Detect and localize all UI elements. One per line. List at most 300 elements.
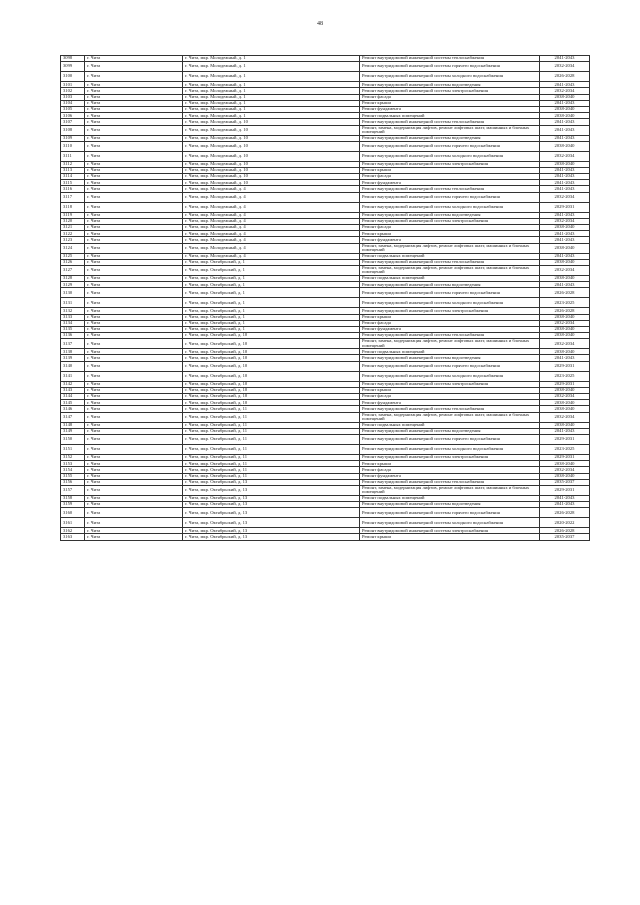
row-number: 3115 [61,180,85,186]
row-years: 2035-2037 [540,534,590,540]
row-address: г. Чита, мкр. Молодежный, д. 10 [183,167,360,173]
row-work-type: Ремонт внутридомовой инженерной системы горячего водоснабжения [360,192,540,202]
row-city: г. Чита [85,180,183,186]
row-city: г. Чита [85,72,183,82]
row-address: г. Чита, мкр. Молодежный, д. 1 [183,100,360,106]
row-work-type: Ремонт внутридомовой инженерной системы теплоснабжения [360,56,540,62]
row-city: г. Чита [85,428,183,434]
row-years: 2026-2028 [540,508,590,518]
row-address: г. Чита, мкр. Молодежный, д. 4 [183,253,360,259]
row-work-type: Ремонт подвальных помещений [360,275,540,281]
row-city: г. Чита [85,56,183,62]
row-number: 3100 [61,72,85,82]
row-address: г. Чита, мкр. Октябрьский, д. 10 [183,349,360,355]
row-city: г. Чита [85,135,183,141]
row-years: 2041-2043 [540,428,590,434]
row-years: 2038-2040 [540,225,590,231]
row-years: 2038-2040 [540,461,590,467]
row-number: 3156 [61,479,85,485]
row-address: г. Чита, мкр. Октябрьский, д. 11 [183,406,360,412]
row-address: г. Чита, мкр. Молодежный, д. 10 [183,161,360,167]
row-years: 2038-2040 [540,243,590,253]
row-address: г. Чита, мкр. Октябрьский, д. 10 [183,400,360,406]
row-number: 3151 [61,444,85,454]
row-number: 3137 [61,339,85,349]
row-city: г. Чита [85,381,183,387]
row-number: 3127 [61,265,85,275]
row-work-type: Ремонт фасада [360,94,540,100]
row-address: г. Чита, мкр. Октябрьский, д. 11 [183,473,360,479]
row-work-type: Ремонт крыши [360,167,540,173]
row-address: г. Чита, мкр. Октябрьский, д. 10 [183,339,360,349]
row-years: 2041-2043 [540,119,590,125]
row-work-type: Ремонт крыши [360,231,540,237]
row-years: 2041-2043 [540,231,590,237]
row-city: г. Чита [85,167,183,173]
row-years: 2041-2043 [540,495,590,501]
row-address: г. Чита, мкр. Молодежный, д. 10 [183,135,360,141]
row-city: г. Чита [85,314,183,320]
row-work-type: Ремонт внутридомовой инженерной системы холодного водоснабжения [360,151,540,161]
row-city: г. Чита [85,202,183,212]
row-address: г. Чита, мкр. Октябрьский, д. 10 [183,333,360,339]
row-years: 2038-2040 [540,473,590,479]
row-number: 3158 [61,495,85,501]
row-address: г. Чита, мкр. Молодежный, д. 4 [183,202,360,212]
row-number: 3148 [61,422,85,428]
row-city: г. Чита [85,406,183,412]
row-city: г. Чита [85,237,183,243]
row-number: 3103 [61,94,85,100]
row-address: г. Чита, мкр. Молодежный, д. 4 [183,243,360,253]
row-number: 3108 [61,125,85,135]
row-number: 3134 [61,320,85,326]
row-work-type: Ремонт внутридомовой инженерной системы электроснабжения [360,161,540,167]
row-years: 2038-2040 [540,400,590,406]
row-years: 2023-2025 [540,371,590,381]
row-address: г. Чита, мкр. Молодежный, д. 1 [183,106,360,112]
row-years: 2041-2043 [540,100,590,106]
table-row [61,534,590,540]
table-row [61,243,590,253]
row-work-type: Ремонт внутридомовой инженерной системы электроснабжения [360,381,540,387]
table-row [61,508,590,518]
row-address: г. Чита, мкр. Октябрьский, д. 11 [183,434,360,444]
row-number: 3162 [61,528,85,534]
row-address: г. Чита, мкр. Октябрьский, д. 1 [183,308,360,314]
row-address: г. Чита, мкр. Октябрьский, д. 13 [183,485,360,495]
row-years: 2041-2043 [540,180,590,186]
row-work-type: Ремонт крыши [360,534,540,540]
row-years: 2023-2025 [540,298,590,308]
row-work-type: Ремонт фундамента [360,400,540,406]
row-number: 3109 [61,135,85,141]
row-city: г. Чита [85,518,183,528]
row-city: г. Чита [85,467,183,473]
row-address: г. Чита, мкр. Октябрьский, д. 1 [183,265,360,275]
row-city: г. Чита [85,243,183,253]
table-row [61,62,590,72]
row-work-type: Ремонт, замена, модернизация лифтов, ремонт лифтовых шахт, машинных и блочных помещений [360,125,540,135]
row-work-type: Ремонт фундамента [360,180,540,186]
row-number: 3141 [61,371,85,381]
row-work-type: Ремонт фундамента [360,106,540,112]
table-row [61,72,590,82]
page-number: 48 [317,21,323,27]
row-address: г. Чита, мкр. Октябрьский, д. 1 [183,282,360,288]
row-work-type: Ремонт фундамента [360,237,540,243]
row-years: 2038-2040 [540,94,590,100]
row-address: г. Чита, мкр. Молодежный, д. 1 [183,94,360,100]
row-address: г. Чита, мкр. Октябрьский, д. 13 [183,528,360,534]
row-number: 3159 [61,502,85,508]
row-years: 2038-2040 [540,141,590,151]
row-city: г. Чита [85,473,183,479]
row-years: 2041-2043 [540,253,590,259]
row-address: г. Чита, мкр. Молодежный, д. 1 [183,62,360,72]
row-address: г. Чита, мкр. Молодежный, д. 10 [183,119,360,125]
table-row [61,361,590,371]
row-work-type: Ремонт внутридомовой инженерной системы горячего водоснабжения [360,361,540,371]
row-work-type: Ремонт внутридомовой инженерной системы горячего водоснабжения [360,288,540,298]
row-years: 2038-2040 [540,406,590,412]
row-work-type: Ремонт внутридомовой инженерной системы водоотведения [360,82,540,88]
row-work-type: Ремонт внутридомовой инженерной системы холодного водоснабжения [360,72,540,82]
row-years: 2032-2034 [540,412,590,422]
row-work-type: Ремонт внутридомовой инженерной системы горячего водоснабжения [360,508,540,518]
row-years: 2029-2031 [540,381,590,387]
row-number: 3101 [61,82,85,88]
row-work-type: Ремонт фундамента [360,326,540,332]
row-city: г. Чита [85,225,183,231]
row-address: г. Чита, мкр. Октябрьский, д. 1 [183,298,360,308]
row-city: г. Чита [85,361,183,371]
row-number: 3121 [61,225,85,231]
row-work-type: Ремонт, замена, модернизация лифтов, ремонт лифтовых шахт, машинных и блочных помещений [360,243,540,253]
row-work-type: Ремонт внутридомовой инженерной системы электроснабжения [360,218,540,224]
row-address: г. Чита, мкр. Молодежный, д. 1 [183,72,360,82]
table-row [61,151,590,161]
row-work-type: Ремонт подвальных помещений [360,422,540,428]
row-work-type: Ремонт, замена, модернизация лифтов, ремонт лифтовых шахт, машинных и блочных помещений [360,412,540,422]
row-city: г. Чита [85,326,183,332]
row-work-type: Ремонт подвальных помещений [360,253,540,259]
row-city: г. Чита [85,265,183,275]
row-address: г. Чита, мкр. Октябрьский, д. 1 [183,275,360,281]
row-years: 2041-2043 [540,282,590,288]
row-years: 2041-2043 [540,237,590,243]
row-years: 2032-2034 [540,88,590,94]
row-address: г. Чита, мкр. Октябрьский, д. 10 [183,387,360,393]
row-years: 2041-2043 [540,82,590,88]
row-city: г. Чита [85,434,183,444]
row-address: г. Чита, мкр. Молодежный, д. 10 [183,151,360,161]
row-address: г. Чита, мкр. Молодежный, д. 4 [183,186,360,192]
row-city: г. Чита [85,308,183,314]
row-years: 2041-2043 [540,212,590,218]
row-number: 3113 [61,167,85,173]
row-years: 2026-2028 [540,528,590,534]
row-years: 2032-2034 [540,151,590,161]
row-work-type: Ремонт внутридомовой инженерной системы электроснабжения [360,454,540,460]
row-address: г. Чита, мкр. Октябрьский, д. 1 [183,259,360,265]
row-work-type: Ремонт внутридомовой инженерной системы теплоснабжения [360,119,540,125]
row-years: 2041-2043 [540,502,590,508]
row-years: 2029-2031 [540,202,590,212]
row-work-type: Ремонт внутридомовой инженерной системы теплоснабжения [360,333,540,339]
row-city: г. Чита [85,88,183,94]
row-city: г. Чита [85,508,183,518]
row-address: г. Чита, мкр. Октябрьский, д. 10 [183,361,360,371]
row-city: г. Чита [85,218,183,224]
table-row [61,518,590,528]
row-city: г. Чита [85,333,183,339]
row-years: 2032-2034 [540,467,590,473]
row-number: 3154 [61,467,85,473]
table-row [61,371,590,381]
row-city: г. Чита [85,394,183,400]
row-number: 3118 [61,202,85,212]
row-number: 3102 [61,88,85,94]
row-work-type: Ремонт внутридомовой инженерной системы горячего водоснабжения [360,141,540,151]
row-years: 2038-2040 [540,113,590,119]
row-address: г. Чита, мкр. Октябрьский, д. 13 [183,534,360,540]
row-years: 2032-2034 [540,394,590,400]
row-number: 3147 [61,412,85,422]
row-address: г. Чита, мкр. Октябрьский, д. 11 [183,467,360,473]
row-city: г. Чита [85,528,183,534]
row-years: 2041-2043 [540,186,590,192]
row-number: 3140 [61,361,85,371]
row-city: г. Чита [85,62,183,72]
row-number: 3133 [61,314,85,320]
row-number: 3142 [61,381,85,387]
row-city: г. Чита [85,113,183,119]
row-number: 3160 [61,508,85,518]
row-years: 2032-2034 [540,339,590,349]
row-years: 2032-2034 [540,320,590,326]
row-address: г. Чита, мкр. Молодежный, д. 4 [183,231,360,237]
row-number: 3107 [61,119,85,125]
row-address: г. Чита, мкр. Октябрьский, д. 11 [183,422,360,428]
row-years: 2032-2034 [540,265,590,275]
row-work-type: Ремонт подвальных помещений [360,349,540,355]
row-number: 3143 [61,387,85,393]
row-city: г. Чита [85,371,183,381]
row-number: 3149 [61,428,85,434]
row-number: 3146 [61,406,85,412]
row-work-type: Ремонт внутридомовой инженерной системы холодного водоснабжения [360,518,540,528]
row-city: г. Чита [85,141,183,151]
row-years: 2041-2043 [540,174,590,180]
row-years: 2020-2022 [540,518,590,528]
row-years: 2038-2040 [540,326,590,332]
row-city: г. Чита [85,412,183,422]
table-row [61,141,590,151]
row-number: 3128 [61,275,85,281]
row-city: г. Чита [85,282,183,288]
row-number: 3112 [61,161,85,167]
row-address: г. Чита, мкр. Молодежный, д. 1 [183,56,360,62]
row-work-type: Ремонт внутридомовой инженерной системы горячего водоснабжения [360,62,540,72]
row-address: г. Чита, мкр. Октябрьский, д. 13 [183,508,360,518]
row-work-type: Ремонт внутридомовой инженерной системы холодного водоснабжения [360,298,540,308]
row-work-type: Ремонт внутридомовой инженерной системы теплоснабжения [360,259,540,265]
row-years: 2032-2034 [540,62,590,72]
row-number: 3104 [61,100,85,106]
row-work-type: Ремонт внутридомовой инженерной системы водоотведения [360,135,540,141]
row-number: 3124 [61,243,85,253]
row-number: 3130 [61,288,85,298]
row-number: 3098 [61,56,85,62]
row-city: г. Чита [85,186,183,192]
row-address: г. Чита, мкр. Молодежный, д. 4 [183,237,360,243]
row-city: г. Чита [85,339,183,349]
row-number: 3123 [61,237,85,243]
row-address: г. Чита, мкр. Октябрьский, д. 13 [183,495,360,501]
row-city: г. Чита [85,82,183,88]
row-address: г. Чита, мкр. Молодежный, д. 10 [183,174,360,180]
row-address: г. Чита, мкр. Молодежный, д. 1 [183,88,360,94]
row-number: 3106 [61,113,85,119]
row-number: 3152 [61,454,85,460]
row-address: г. Чита, мкр. Молодежный, д. 4 [183,225,360,231]
row-work-type: Ремонт внутридомовой инженерной системы водоотведения [360,282,540,288]
row-years: 2026-2028 [540,308,590,314]
row-city: г. Чита [85,320,183,326]
table-row [61,298,590,308]
row-address: г. Чита, мкр. Октябрьский, д. 10 [183,381,360,387]
row-city: г. Чита [85,192,183,202]
row-work-type: Ремонт внутридомовой инженерной системы теплоснабжения [360,186,540,192]
row-address: г. Чита, мкр. Октябрьский, д. 13 [183,502,360,508]
row-city: г. Чита [85,444,183,454]
row-address: г. Чита, мкр. Октябрьский, д. 11 [183,461,360,467]
row-city: г. Чита [85,298,183,308]
row-number: 3153 [61,461,85,467]
row-city: г. Чита [85,125,183,135]
row-number: 3138 [61,349,85,355]
table-row [61,412,590,422]
row-city: г. Чита [85,94,183,100]
row-work-type: Ремонт внутридомовой инженерной системы холодного водоснабжения [360,371,540,381]
row-city: г. Чита [85,534,183,540]
row-number: 3110 [61,141,85,151]
row-work-type: Ремонт фасада [360,467,540,473]
row-years: 2032-2034 [540,218,590,224]
row-years: 2038-2040 [540,161,590,167]
row-number: 3129 [61,282,85,288]
row-number: 3120 [61,218,85,224]
row-work-type: Ремонт фасада [360,225,540,231]
row-city: г. Чита [85,119,183,125]
row-work-type: Ремонт внутридомовой инженерной системы водоотведения [360,355,540,361]
row-address: г. Чита, мкр. Октябрьский, д. 11 [183,428,360,434]
row-address: г. Чита, мкр. Октябрьский, д. 13 [183,518,360,528]
row-work-type: Ремонт, замена, модернизация лифтов, ремонт лифтовых шахт, машинных и блочных помещений [360,339,540,349]
row-years: 2041-2043 [540,167,590,173]
row-work-type: Ремонт подвальных помещений [360,495,540,501]
row-years: 2029-2031 [540,454,590,460]
row-number: 3144 [61,394,85,400]
row-number: 3116 [61,186,85,192]
row-number: 3157 [61,485,85,495]
row-city: г. Чита [85,461,183,467]
row-number: 3114 [61,174,85,180]
row-address: г. Чита, мкр. Молодежный, д. 10 [183,180,360,186]
row-work-type: Ремонт фасада [360,394,540,400]
row-city: г. Чита [85,161,183,167]
row-years: 2038-2040 [540,387,590,393]
row-number: 3111 [61,151,85,161]
row-work-type: Ремонт внутридомовой инженерной системы водоотведения [360,212,540,218]
row-work-type: Ремонт внутридомовой инженерной системы теплоснабжения [360,479,540,485]
row-work-type: Ремонт крыши [360,314,540,320]
row-number: 3117 [61,192,85,202]
row-years: 2041-2043 [540,135,590,141]
row-work-type: Ремонт крыши [360,461,540,467]
row-years: 2023-2025 [540,444,590,454]
row-number: 3145 [61,400,85,406]
row-work-type: Ремонт внутридомовой инженерной системы электроснабжения [360,308,540,314]
row-years: 2038-2040 [540,349,590,355]
row-city: г. Чита [85,231,183,237]
row-number: 3131 [61,298,85,308]
row-city: г. Чита [85,100,183,106]
row-work-type: Ремонт подвальных помещений [360,113,540,119]
row-number: 3150 [61,434,85,444]
row-address: г. Чита, мкр. Октябрьский, д. 1 [183,314,360,320]
row-city: г. Чита [85,502,183,508]
row-address: г. Чита, мкр. Октябрьский, д. 11 [183,444,360,454]
row-city: г. Чита [85,485,183,495]
row-city: г. Чита [85,387,183,393]
row-address: г. Чита, мкр. Молодежный, д. 4 [183,212,360,218]
row-years: 2029-2031 [540,434,590,444]
row-city: г. Чита [85,454,183,460]
row-work-type: Ремонт фундамента [360,473,540,479]
row-number: 3135 [61,326,85,332]
row-number: 3163 [61,534,85,540]
row-number: 3132 [61,308,85,314]
row-city: г. Чита [85,479,183,485]
row-city: г. Чита [85,174,183,180]
table-row [61,265,590,275]
row-number: 3161 [61,518,85,528]
row-work-type: Ремонт внутридомовой инженерной системы электроснабжения [360,528,540,534]
row-number: 3105 [61,106,85,112]
row-city: г. Чита [85,355,183,361]
row-years: 2032-2034 [540,192,590,202]
repair-schedule-table [60,55,590,541]
row-years: 2038-2040 [540,333,590,339]
row-number: 3136 [61,333,85,339]
row-address: г. Чита, мкр. Октябрьский, д. 10 [183,371,360,381]
row-years: 2038-2040 [540,106,590,112]
row-city: г. Чита [85,275,183,281]
row-city: г. Чита [85,349,183,355]
row-city: г. Чита [85,259,183,265]
row-years: 2041-2043 [540,355,590,361]
row-city: г. Чита [85,212,183,218]
row-work-type: Ремонт, замена, модернизация лифтов, ремонт лифтовых шахт, машинных и блочных помещений [360,485,540,495]
row-years: 2038-2040 [540,275,590,281]
row-address: г. Чита, мкр. Октябрьский, д. 11 [183,412,360,422]
row-address: г. Чита, мкр. Октябрьский, д. 13 [183,479,360,485]
row-city: г. Чита [85,253,183,259]
row-address: г. Чита, мкр. Молодежный, д. 1 [183,113,360,119]
row-city: г. Чита [85,495,183,501]
